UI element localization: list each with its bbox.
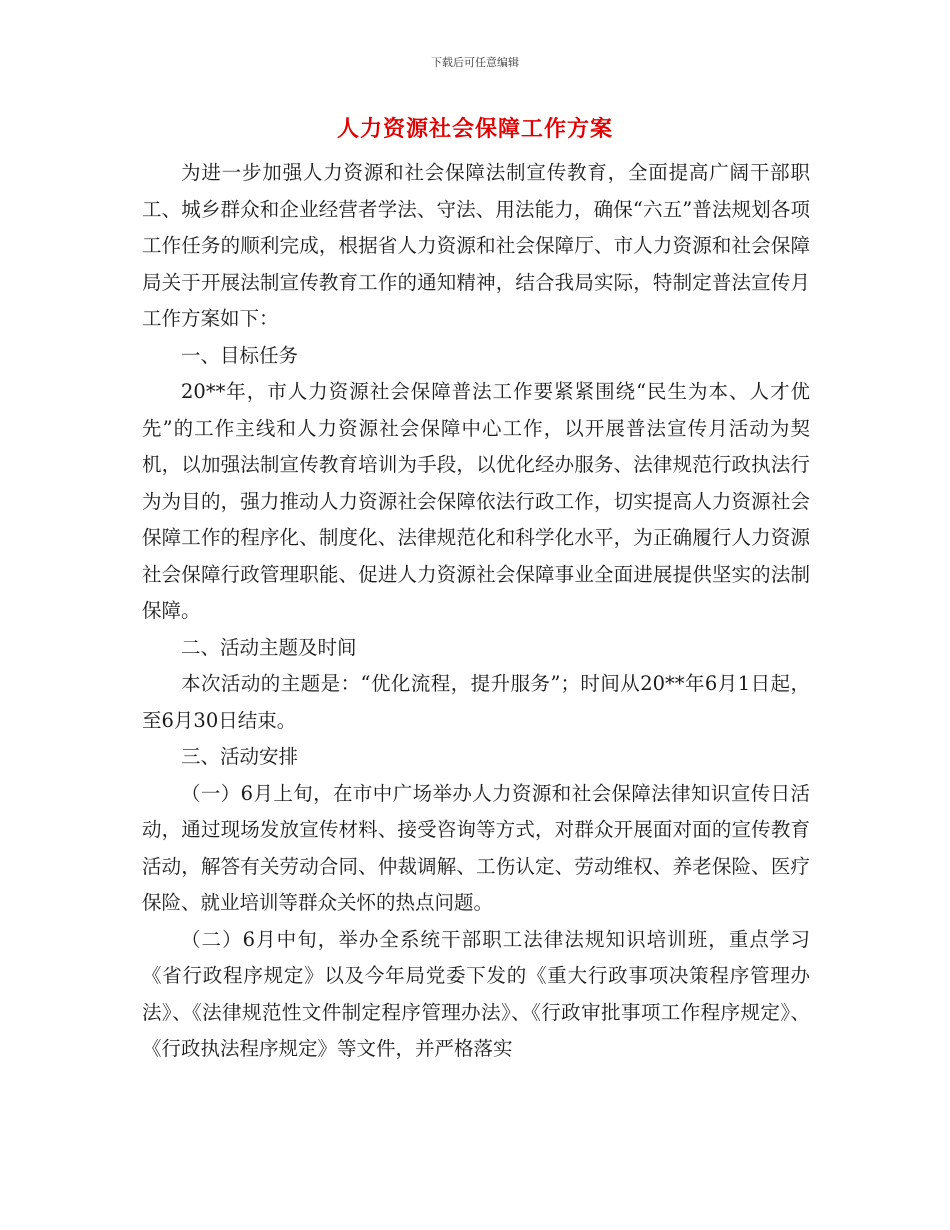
paragraph-arrangement-1: （一）6月上旬，在市中广场举办人力资源和社会保障法律知识宣传日活动，通过现场发放宣传材料、接受咨询等方式，对群众开展面对面的宣传教育活动，解答有关劳动合同、仲裁调解、工伤认定、劳动维权、养老保险、医疗保险、就业培训等群众关怀的热点问题。 <box>142 781 810 914</box>
paragraph-goals: 20**年，市人力资源社会保障普法工作要紧紧围绕“民生为本、人才优先”的工作主线和人力资源社会保障中心工作，以开展普法宣传月活动为契机，以加强法制宣传教育培训为手段，以优化经办服务、法律规范行政执法行为为目的，强力推动人力资源社会保障依法行政工作，切实提高人力资源社会保障工作的程序化、制度化、法律规范化和科学化水平，为正确履行人力资源社会保障行政管理职能、促进人力资源社会保障事业全面进展提供坚实的法制保障。 <box>142 380 810 622</box>
document-title: 人力资源社会保障工作方案 <box>336 117 613 142</box>
section-heading-theme: 二、活动主题及时间 <box>181 635 357 659</box>
section-heading-arrangement: 三、活动安排 <box>181 745 299 768</box>
header-note: 下载后可任意编辑 <box>431 56 519 69</box>
paragraph-intro: 为进一步加强人力资源和社会保障法制宣传教育，全面提高广阔干部职工、城乡群众和企业经营者学法、守法、用法能力，确保“六五”普法规划各项工作任务的顺利完成，根据省人力资源和社会保障厅、市人力资源和社会保障局关于开展法制宣传教育工作的通知精神，结合我局实际，特制定普法宣传月工作方案如下： <box>142 161 810 330</box>
paragraph-theme: 本次活动的主题是：“优化流程，提升服务”；时间从20**年6月1日起，至6月30日结束。 <box>142 672 810 732</box>
document-body <box>142 155 810 1068</box>
section-heading-goals: 一、目标任务 <box>181 343 299 367</box>
paragraph-arrangement-2: （二）6月中旬，举办全系统干部职工法律法规知识培训班，重点学习《省行政程序规定》以及今年局党委下发的《重大行政事项决策程序管理办法》、《法律规范性文件制定程序管理办法》、《行政审批事项工作程序规定》、《行政执法程序规定》等文件，并严格落实 <box>142 927 810 1060</box>
